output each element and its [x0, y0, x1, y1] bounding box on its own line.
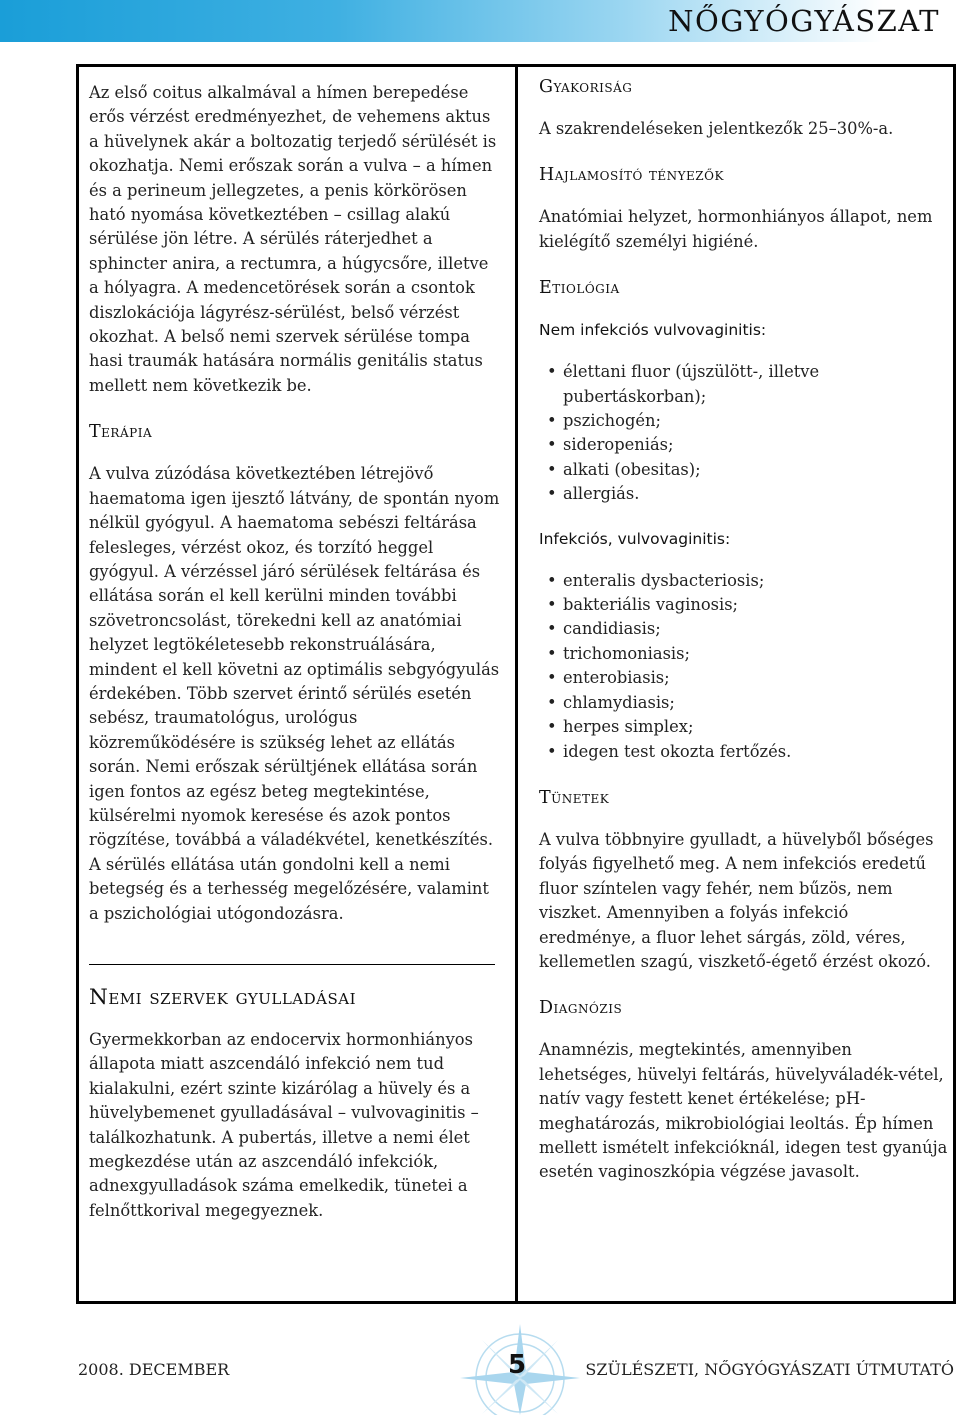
list-item: • enterobiasis; [539, 666, 949, 690]
list-item: • candidiasis; [539, 617, 949, 641]
list-item: • alkati (obesitas); [539, 458, 949, 482]
right-column [539, 67, 949, 1185]
footer-publication: SZÜLÉSZETI, NŐGYÓGYÁSZATI ÚTMUTATÓ [585, 1360, 954, 1379]
list-item: • élettani fluor (újszülött-, illetve pubertáskorban); [539, 360, 949, 409]
list-item: • herpes simplex; [539, 715, 949, 739]
frequency-heading: Gyakoriság [539, 77, 633, 97]
page-header-title: NŐGYÓGYÁSZAT [668, 4, 940, 38]
page-number: 5 [508, 1350, 527, 1380]
therapy-paragraph: A vulva zúzódása következtében létrejövő haematoma igen ijesztő látvány, de spontán nyom nélkül gyógyul. A haematoma sebészi feltárása felesleges, vérzést okoz, és torzító heggel gyógyul. A vérzéssel járó sérülések feltárása és ellátása során el kell kerülni minden további szövetroncsolást, törekedni kell az anatómiai helyzet legtökéletesebb rekonstruálására, mindent el kell követni az optimális sebgyógyulás érdekében. Több szervet érintő sérülés esetén sebész, traumatológus, urológus közreműködésére is szükség lehet az ellátás során. Nemi erőszak sérültjének ellátása során igen fontos az egész beteg megtekintése, külsérelmi nyomok keresése és azok pontos rögzítése, továbbá a váladékvétel, kenetkészítés. A sérülés ellátása után gondolni kell a nemi betegség és a terhesség megelőzésére, valamint a pszichológiai utógondozásra. [89, 464, 500, 923]
column-divider [515, 67, 518, 1301]
therapy-heading: Terápia [89, 422, 153, 443]
frequency-paragraph: A szakrendeléseken jelentkezők 25–30%-a. [539, 119, 894, 138]
list-item: • chlamydiasis; [539, 691, 949, 715]
list-item: • idegen test okozta fertőzés. [539, 740, 949, 764]
footer-date: 2008. DECEMBER [78, 1360, 230, 1379]
list-item: • allergiás. [539, 482, 949, 506]
infectious-list [539, 569, 949, 764]
inflammation-paragraph: Gyermekkorban az endocervix hormonhiányos állapota miatt aszcendáló infekció nem tud kialakulni, ezért szinte kizárólag a hüvely és a hüvelybemenet gyulladásával – vulvovaginitis – találkozhatunk. A pubertás, illetve a nemi élet megkezdése után az aszcendáló infekciók, adnexgyulladások száma emelkedik, tünetei a felnőttkorival megegyeznek. [89, 1030, 479, 1220]
left-column [89, 67, 501, 1223]
list-item: • enteralis dysbacteriosis; [539, 569, 949, 593]
risk-factors-paragraph: Anatómiai helyzet, hormonhiányos állapot, nem kielégítő személyi higiéné. [539, 207, 933, 251]
inflammation-heading: Nemi szervek gyulladásai [89, 985, 357, 1010]
list-item: • trichomoniasis; [539, 642, 949, 666]
noninfectious-label: Nem infekciós vulvovaginitis: [539, 321, 767, 340]
infectious-label: Infekciós, vulvovaginitis: [539, 529, 731, 548]
diagnosis-paragraph: Anamnézis, megtekintés, amennyiben lehetséges, hüvelyi feltárás, hüvelyváladék-vétel, natív vagy festett kenet értékelése; pH-meghatározás, mikrobiológiai leoltás. Ép hímen mellett ismételt infekcióknál, idegen test gyanúja esetén vaginoszkópia végzése javasolt. [539, 1040, 948, 1182]
symptoms-heading: Tünetek [539, 787, 610, 808]
list-item: • bakteriális vaginosis; [539, 593, 949, 617]
diagnosis-heading: Diagnózis [539, 998, 623, 1019]
symptoms-paragraph: A vulva többnyire gyulladt, a hüvelyből bőséges folyás figyelhető meg. A nem infekciós eredetű fluor színtelen vagy fehér, nem bűzös, nem viszket. Amennyiben a folyás infekció eredménye, a fluor lehet sárgás, zöld, véres, kellemetlen szagú, viszkető-égető érzést okozó. [539, 829, 934, 971]
intro-paragraph: Az első coitus alkalmával a hímen berepedése erős vérzést eredményezhet, de vehemens aktus a hüvelynek akár a boltozatig terjedő sérülését is okozhatja. Nemi erőszak során a vulva – a hímen és a perineum jellegzetes, a penis körkörösen ható nyomása következtében – csillag alakú sérülése jön létre. A sérülés ráterjedhet a sphincter anira, a rectumra, a húgycsőre, illetve a hólyagra. A medencetörések során a csontok diszlokációja lágyrész-sérülést, belső vérzést okozhat. A belső nemi szervek sérülése tompa hasi traumák hatására normális genitális status mellett nem következik be. [89, 83, 497, 395]
etiology-heading: Etiológia [539, 278, 620, 299]
section-rule [89, 964, 495, 965]
list-item: • pszichogén; [539, 409, 949, 433]
noninfectious-list [539, 360, 949, 506]
list-item: • sideropeniás; [539, 433, 949, 457]
content-frame [76, 64, 956, 1304]
risk-factors-heading: Hajlamosító tényezők [539, 165, 724, 186]
